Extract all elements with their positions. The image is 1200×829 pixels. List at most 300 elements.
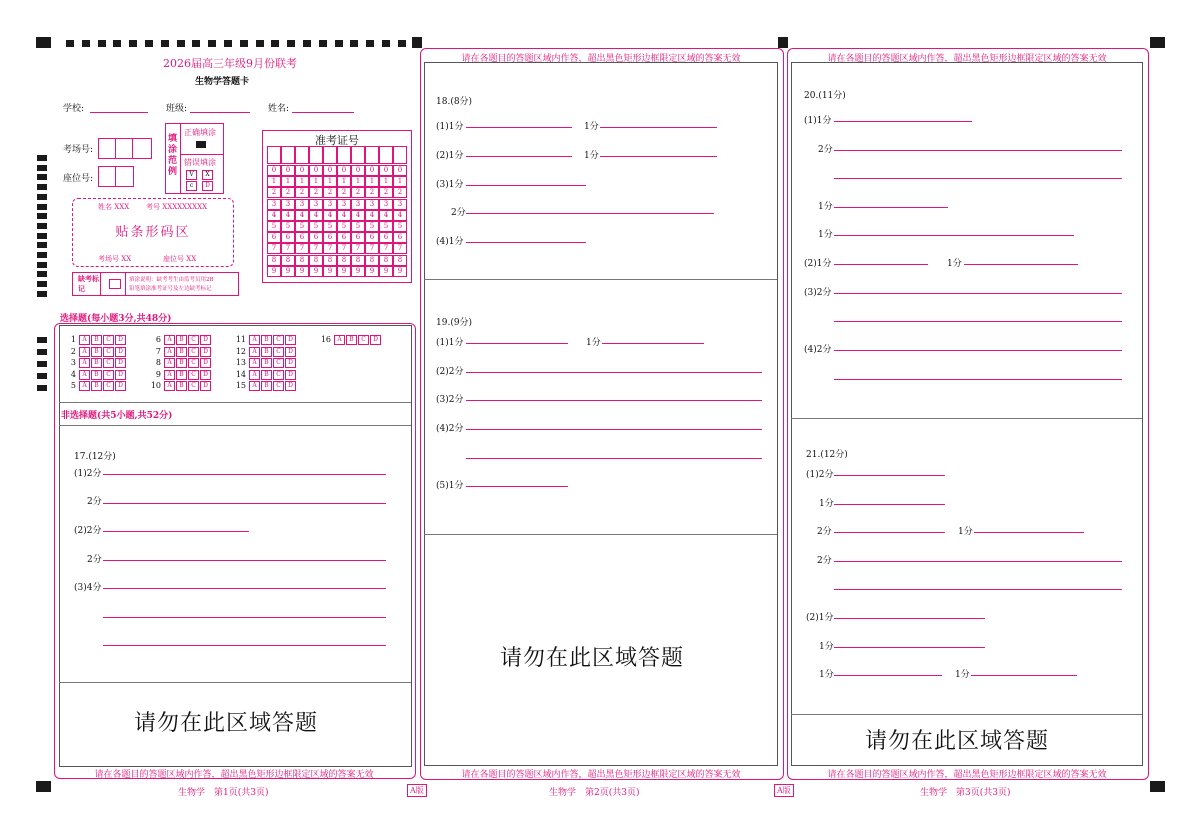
admission-digit-bubble[interactable]: 0 bbox=[295, 165, 309, 176]
choice-option-bubble[interactable]: C bbox=[188, 347, 199, 357]
admission-digit-bubble[interactable]: 2 bbox=[351, 187, 365, 198]
q18-label-6: 2分 bbox=[451, 208, 466, 218]
admission-digit-bubble[interactable]: 5 bbox=[323, 221, 337, 232]
choice-option-bubble[interactable]: B bbox=[91, 381, 102, 391]
choice-option-bubble[interactable]: B bbox=[91, 347, 102, 357]
q20-label-6: 1分 bbox=[947, 259, 962, 269]
admission-digit-bubble[interactable]: 9 bbox=[309, 266, 323, 277]
choice-option-bubble[interactable]: D bbox=[285, 370, 296, 380]
admission-digit-bubble[interactable]: 3 bbox=[309, 199, 323, 210]
admission-digit-bubble[interactable]: 3 bbox=[379, 199, 393, 210]
q18-answer-line-7[interactable] bbox=[466, 242, 586, 243]
choice-option-bubble[interactable]: B bbox=[91, 358, 102, 368]
choice-option-bubble[interactable]: A bbox=[249, 370, 260, 380]
choice-option-bubble[interactable]: A bbox=[79, 335, 90, 345]
choice-question-number: 3 bbox=[70, 358, 76, 367]
choice-option-bubble[interactable]: D bbox=[115, 370, 126, 380]
wrong-fill-label: 错误填涂 bbox=[184, 158, 216, 167]
choice-option-bubble[interactable]: D bbox=[200, 381, 211, 391]
admission-digit-bubble[interactable]: 5 bbox=[295, 221, 309, 232]
admission-digit-bubble[interactable]: 3 bbox=[295, 199, 309, 210]
choice-option-bubble[interactable]: D bbox=[115, 347, 126, 357]
choice-option-bubble[interactable]: B bbox=[261, 335, 272, 345]
page1-no-answer-zone: 请勿在此区域答题 bbox=[134, 711, 319, 736]
choice-question-row bbox=[64, 381, 127, 391]
absent-checkbox[interactable] bbox=[109, 279, 121, 289]
q21-answer-line-1[interactable] bbox=[834, 475, 945, 476]
room-label: 考场号: bbox=[63, 145, 94, 155]
admission-digit-bubble[interactable]: 2 bbox=[337, 187, 351, 198]
admission-digit-bubble[interactable]: 7 bbox=[365, 243, 379, 254]
choice-option-bubble[interactable]: D bbox=[285, 347, 296, 357]
admission-digit-entry[interactable] bbox=[281, 146, 295, 164]
admission-digit-bubble[interactable]: 0 bbox=[323, 165, 337, 176]
admission-digit-bubble[interactable]: 4 bbox=[351, 210, 365, 221]
q20-answer-line-9[interactable] bbox=[834, 321, 1122, 322]
admission-digit-bubble[interactable]: 1 bbox=[351, 176, 365, 187]
q19-label-5: (4)2分 bbox=[436, 424, 464, 434]
admission-digit-bubble[interactable]: 3 bbox=[365, 199, 379, 210]
q19-answer-line-5[interactable] bbox=[466, 429, 762, 430]
q18-answer-line-4[interactable] bbox=[600, 156, 717, 157]
q21-answer-line-2[interactable] bbox=[834, 504, 945, 505]
admission-digit-bubble[interactable]: 6 bbox=[337, 232, 351, 243]
absent-label: 缺考标记 bbox=[78, 274, 99, 293]
admission-digit-bubble[interactable]: 5 bbox=[267, 221, 281, 232]
choice-option-bubble[interactable]: D bbox=[200, 358, 211, 368]
admission-digit-bubble[interactable]: 0 bbox=[267, 165, 281, 176]
admission-digit-bubble[interactable]: 4 bbox=[267, 210, 281, 221]
choice-option-bubble[interactable]: A bbox=[249, 335, 260, 345]
q21-answer-line-7[interactable] bbox=[834, 618, 985, 619]
q18-divider bbox=[424, 279, 777, 280]
admission-digit-bubble[interactable]: 1 bbox=[379, 176, 393, 187]
page2-warning-top: 请在各题目的答题区域内作答，超出黑色矩形边框限定区域的答案无效 bbox=[461, 54, 741, 64]
timing-mark bbox=[37, 373, 47, 379]
page2-footer: 生物学 第2页(共3页) bbox=[549, 788, 640, 798]
choice-question-row bbox=[234, 347, 297, 357]
q20-label-5: (2)1分 bbox=[804, 259, 832, 269]
q17-label-5: (3)4分 bbox=[74, 583, 102, 593]
q20-label-1: (1)1分 bbox=[804, 116, 832, 126]
choice-option-bubble[interactable]: D bbox=[200, 347, 211, 357]
choice-question-row bbox=[64, 335, 127, 345]
timing-mark bbox=[145, 40, 153, 47]
admission-digit-bubble[interactable]: 9 bbox=[379, 266, 393, 277]
q17-answer-line-5[interactable] bbox=[103, 588, 386, 589]
choice-option-bubble[interactable]: A bbox=[164, 347, 175, 357]
choice-option-bubble[interactable]: D bbox=[370, 335, 381, 345]
corner-mark-tl bbox=[36, 37, 51, 48]
admission-digit-bubble[interactable]: 6 bbox=[267, 232, 281, 243]
admission-digit-bubble[interactable]: 9 bbox=[393, 266, 407, 277]
q20-answer-line-10[interactable] bbox=[834, 350, 1122, 351]
choice-option-bubble[interactable]: A bbox=[164, 335, 175, 345]
admission-digit-bubble[interactable]: 7 bbox=[309, 243, 323, 254]
admission-digit-bubble[interactable]: 6 bbox=[393, 232, 407, 243]
choice-option-bubble[interactable]: B bbox=[176, 381, 187, 391]
choice-option-bubble[interactable]: C bbox=[103, 358, 114, 368]
admission-digit-bubble[interactable]: 9 bbox=[365, 266, 379, 277]
choice-option-bubble[interactable]: B bbox=[261, 381, 272, 391]
admission-digit-bubble[interactable]: 0 bbox=[337, 165, 351, 176]
admission-digit-bubble[interactable]: 3 bbox=[337, 199, 351, 210]
admission-digit-bubble[interactable]: 3 bbox=[393, 199, 407, 210]
timing-mark bbox=[37, 184, 47, 190]
admission-digit-bubble[interactable]: 7 bbox=[281, 243, 295, 254]
choice-option-bubble[interactable]: C bbox=[103, 381, 114, 391]
admission-digit-bubble[interactable]: 4 bbox=[295, 210, 309, 221]
admission-digit-bubble[interactable]: 0 bbox=[393, 165, 407, 176]
q20-label-8: (4)2分 bbox=[804, 345, 832, 355]
admission-digit-bubble[interactable]: 8 bbox=[295, 255, 309, 266]
choice-question-row bbox=[149, 335, 212, 345]
q17-answer-line-4[interactable] bbox=[103, 560, 386, 561]
admission-digit-bubble[interactable]: 6 bbox=[379, 232, 393, 243]
admission-digit-bubble[interactable]: 3 bbox=[323, 199, 337, 210]
choice-option-bubble[interactable]: B bbox=[261, 358, 272, 368]
admission-digit-bubble[interactable]: 4 bbox=[365, 210, 379, 221]
admission-digit-bubble[interactable]: 8 bbox=[267, 255, 281, 266]
timing-mark bbox=[335, 40, 343, 47]
admission-digit-bubble[interactable]: 3 bbox=[351, 199, 365, 210]
choice-option-bubble[interactable]: C bbox=[188, 358, 199, 368]
admission-digit-bubble[interactable]: 5 bbox=[309, 221, 323, 232]
admission-digit-bubble[interactable]: 7 bbox=[337, 243, 351, 254]
q19-answer-line-7[interactable] bbox=[466, 486, 568, 487]
q18-answer-line-3[interactable] bbox=[466, 156, 572, 157]
choice-question-row bbox=[234, 335, 297, 345]
q17-label-2: 2分 bbox=[87, 497, 102, 507]
admission-digit-bubble[interactable]: 6 bbox=[365, 232, 379, 243]
q19-answer-line-2[interactable] bbox=[602, 343, 704, 344]
q19-title: 19.(9分) bbox=[436, 318, 473, 328]
mid-mark-1 bbox=[412, 37, 422, 48]
q21-label-6: (2)1分 bbox=[806, 613, 834, 623]
admission-digit-bubble[interactable]: 5 bbox=[351, 221, 365, 232]
admission-digit-bubble[interactable]: 4 bbox=[281, 210, 295, 221]
admission-digit-bubble[interactable]: 2 bbox=[281, 187, 295, 198]
admission-digit-bubble[interactable]: 2 bbox=[323, 187, 337, 198]
admission-digit-bubble[interactable]: 4 bbox=[337, 210, 351, 221]
admission-digit-entry[interactable] bbox=[379, 146, 393, 164]
fill-example bbox=[165, 123, 224, 194]
admission-digit-bubble[interactable]: 2 bbox=[365, 187, 379, 198]
admission-digit-bubble[interactable]: 5 bbox=[337, 221, 351, 232]
page1-warning: 请在各题目的答题区域内作答，超出黑色矩形边框限定区域的答案无效 bbox=[94, 770, 374, 780]
q20-answer-line-7[interactable] bbox=[964, 264, 1078, 265]
admission-digit-bubble[interactable]: 6 bbox=[281, 232, 295, 243]
admission-digit-bubble[interactable]: 4 bbox=[309, 210, 323, 221]
q20-answer-line-6[interactable] bbox=[834, 264, 928, 265]
correct-fill-label: 正确填涂 bbox=[184, 128, 216, 137]
timing-mark bbox=[192, 40, 200, 47]
admission-digit-bubble[interactable]: 9 bbox=[337, 266, 351, 277]
choice-option-bubble[interactable]: A bbox=[164, 370, 175, 380]
timing-mark bbox=[37, 349, 47, 355]
q20-label-4: 1分 bbox=[818, 230, 833, 240]
admission-digit-bubble[interactable]: 1 bbox=[365, 176, 379, 187]
choice-question-number: 4 bbox=[70, 369, 76, 379]
choice-option-bubble[interactable]: A bbox=[164, 381, 175, 391]
choice-question-row bbox=[234, 358, 297, 368]
q20-answer-line-3[interactable] bbox=[834, 178, 1122, 179]
admission-digit-bubble[interactable]: 1 bbox=[309, 176, 323, 187]
admission-digit-bubble[interactable]: 8 bbox=[337, 255, 351, 266]
admission-digit-bubble[interactable]: 3 bbox=[281, 199, 295, 210]
timing-mark bbox=[82, 40, 90, 47]
admission-digit-bubble[interactable]: 6 bbox=[351, 232, 365, 243]
exam-title: 2026届高三年级9月份联考 bbox=[163, 57, 297, 70]
admission-digit-bubble[interactable]: 0 bbox=[365, 165, 379, 176]
admission-digit-bubble[interactable]: 2 bbox=[379, 187, 393, 198]
admission-digit-entry[interactable] bbox=[365, 146, 379, 164]
wrong-mark-1: V bbox=[186, 170, 197, 180]
admission-digit-entry[interactable] bbox=[267, 146, 281, 164]
timing-mark bbox=[37, 242, 47, 248]
choice-option-bubble[interactable]: A bbox=[249, 347, 260, 357]
timing-mark bbox=[37, 385, 47, 391]
admission-digit-bubble[interactable]: 1 bbox=[393, 176, 407, 187]
timing-mark bbox=[382, 40, 390, 47]
admission-digit-bubble[interactable]: 2 bbox=[295, 187, 309, 198]
choice-option-bubble[interactable]: C bbox=[273, 335, 284, 345]
admission-digit-bubble[interactable]: 1 bbox=[337, 176, 351, 187]
q19-answer-line-3[interactable] bbox=[466, 372, 762, 373]
choice-option-bubble[interactable]: D bbox=[115, 358, 126, 368]
room-boxes[interactable] bbox=[98, 138, 152, 159]
choice-option-bubble[interactable]: C bbox=[273, 370, 284, 380]
admission-digit-entry[interactable] bbox=[295, 146, 309, 164]
choice-option-bubble[interactable]: C bbox=[103, 370, 114, 380]
admission-digit-bubble[interactable]: 8 bbox=[393, 255, 407, 266]
timing-mark bbox=[37, 204, 47, 210]
admission-digit-bubble[interactable]: 9 bbox=[295, 266, 309, 277]
barcode-id: 考号 XXXXXXXXX bbox=[146, 203, 208, 211]
q20-answer-line-2[interactable] bbox=[834, 150, 1122, 151]
admission-digit-bubble[interactable]: 8 bbox=[323, 255, 337, 266]
choice-option-bubble[interactable]: C bbox=[273, 347, 284, 357]
admission-digit-bubble[interactable]: 9 bbox=[267, 266, 281, 277]
page2-no-answer-zone: 请勿在此区域答题 bbox=[500, 646, 685, 671]
admission-digit-bubble[interactable]: 0 bbox=[309, 165, 323, 176]
choice-option-bubble[interactable]: B bbox=[176, 335, 187, 345]
q20-answer-line-5[interactable] bbox=[834, 235, 1074, 236]
q21-title: 21.(12分) bbox=[806, 450, 848, 460]
choice-option-bubble[interactable]: B bbox=[346, 335, 357, 345]
admission-digit-bubble[interactable]: 1 bbox=[295, 176, 309, 187]
barcode-zone bbox=[72, 198, 234, 267]
q18-answer-line-5[interactable] bbox=[466, 185, 586, 186]
admission-digit-bubble[interactable]: 2 bbox=[267, 187, 281, 198]
choice-option-bubble[interactable]: B bbox=[261, 347, 272, 357]
timing-mark bbox=[129, 40, 137, 47]
q21-divider bbox=[791, 714, 1142, 715]
q20-label-7: (3)2分 bbox=[804, 288, 832, 298]
admission-digit-entry[interactable] bbox=[323, 146, 337, 164]
q21-answer-line-4[interactable] bbox=[974, 532, 1084, 533]
admission-digit-bubble[interactable]: 3 bbox=[267, 199, 281, 210]
school-field[interactable] bbox=[90, 112, 148, 113]
choice-option-bubble[interactable]: D bbox=[200, 370, 211, 380]
admission-digit-bubble[interactable]: 8 bbox=[365, 255, 379, 266]
choice-option-bubble[interactable]: B bbox=[91, 335, 102, 345]
card-title: 生物学答题卡 bbox=[195, 77, 250, 87]
choice-option-bubble[interactable]: B bbox=[176, 358, 187, 368]
admission-digit-bubble[interactable]: 6 bbox=[295, 232, 309, 243]
admission-digit-bubble[interactable]: 9 bbox=[323, 266, 337, 277]
choice-option-bubble[interactable]: C bbox=[188, 335, 199, 345]
timing-mark bbox=[37, 281, 47, 287]
nonchoice-section-title: 非选择题(共5小题,共52分) bbox=[61, 411, 173, 421]
choice-question-row bbox=[64, 358, 127, 368]
admission-digit-bubble[interactable]: 9 bbox=[281, 266, 295, 277]
admission-digit-entry[interactable] bbox=[393, 146, 407, 164]
choice-option-bubble[interactable]: D bbox=[115, 335, 126, 345]
timing-mark bbox=[37, 291, 47, 297]
admission-digit-bubble[interactable]: 4 bbox=[393, 210, 407, 221]
admission-digit-bubble[interactable]: 6 bbox=[309, 232, 323, 243]
q20-answer-line-8[interactable] bbox=[834, 293, 1122, 294]
choice-question-number: 13 bbox=[235, 358, 246, 367]
admission-digit-bubble[interactable]: 7 bbox=[351, 243, 365, 254]
admission-digit-bubble[interactable]: 2 bbox=[309, 187, 323, 198]
q17-answer-line-7[interactable] bbox=[103, 645, 386, 646]
choice-option-bubble[interactable]: D bbox=[285, 358, 296, 368]
q20-title: 20.(11分) bbox=[804, 91, 846, 101]
admission-digit-bubble[interactable]: 8 bbox=[281, 255, 295, 266]
choice-option-bubble[interactable]: C bbox=[188, 381, 199, 391]
choice-option-bubble[interactable]: A bbox=[249, 381, 260, 391]
admission-digit-bubble[interactable]: 5 bbox=[393, 221, 407, 232]
choice-option-bubble[interactable]: A bbox=[249, 358, 260, 368]
timing-mark bbox=[366, 40, 374, 47]
admission-digit-bubble[interactable]: 7 bbox=[267, 243, 281, 254]
admission-digit-bubble[interactable]: 0 bbox=[379, 165, 393, 176]
page3-warning-top: 请在各题目的答题区域内作答，超出黑色矩形边框限定区域的答案无效 bbox=[827, 54, 1107, 64]
admission-digit-bubble[interactable]: 6 bbox=[323, 232, 337, 243]
q19-answer-line-4[interactable] bbox=[466, 400, 762, 401]
q21-answer-line-10[interactable] bbox=[971, 675, 1077, 676]
q21-answer-line-6[interactable] bbox=[834, 589, 1122, 590]
choice-option-bubble[interactable]: C bbox=[188, 370, 199, 380]
timing-mark bbox=[98, 40, 106, 47]
admission-digit-bubble[interactable]: 5 bbox=[281, 221, 295, 232]
q21-label-3: 2分 bbox=[817, 527, 832, 537]
admission-digit-bubble[interactable]: 7 bbox=[323, 243, 337, 254]
timing-mark bbox=[66, 40, 74, 47]
q21-answer-line-5[interactable] bbox=[834, 561, 1122, 562]
admission-digit-bubble[interactable]: 8 bbox=[351, 255, 365, 266]
admission-digit-bubble[interactable]: 7 bbox=[295, 243, 309, 254]
q21-answer-line-9[interactable] bbox=[834, 675, 942, 676]
choice-option-bubble[interactable]: A bbox=[164, 358, 175, 368]
choice-option-bubble[interactable]: A bbox=[79, 358, 90, 368]
choice-option-bubble[interactable]: C bbox=[358, 335, 369, 345]
q18-answer-line-1[interactable] bbox=[466, 127, 572, 128]
q18-answer-line-2[interactable] bbox=[600, 127, 717, 128]
choice-option-bubble[interactable]: C bbox=[103, 347, 114, 357]
choice-option-bubble[interactable]: D bbox=[285, 335, 296, 345]
choice-option-bubble[interactable]: C bbox=[273, 358, 284, 368]
admission-digit-bubble[interactable]: 5 bbox=[379, 221, 393, 232]
q17-answer-line-2[interactable] bbox=[103, 503, 386, 504]
choice-question-number: 7 bbox=[155, 346, 161, 356]
q17-label-4: 2分 bbox=[87, 555, 102, 565]
timing-mark bbox=[37, 174, 47, 180]
q18-answer-line-6[interactable] bbox=[466, 213, 714, 214]
q21-answer-line-8[interactable] bbox=[834, 647, 985, 648]
absent-note-2: 铅笔填涂准考证号及左边缺考标记 bbox=[129, 286, 212, 292]
admission-digit-bubble[interactable]: 1 bbox=[281, 176, 295, 187]
admission-digit-bubble[interactable]: 7 bbox=[379, 243, 393, 254]
choice-option-bubble[interactable]: A bbox=[334, 335, 345, 345]
choice-option-bubble[interactable]: C bbox=[273, 381, 284, 391]
admission-digit-bubble[interactable]: 7 bbox=[393, 243, 407, 254]
mid-mark-2 bbox=[778, 37, 788, 48]
choice-question-number: 14 bbox=[235, 369, 246, 379]
admission-digit-bubble[interactable]: 1 bbox=[267, 176, 281, 187]
admission-digit-entry[interactable] bbox=[309, 146, 323, 164]
timing-mark bbox=[287, 40, 295, 47]
q18-label-2: 1分 bbox=[584, 122, 599, 132]
q19-answer-line-1[interactable] bbox=[466, 343, 568, 344]
choice-option-bubble[interactable]: D bbox=[285, 381, 296, 391]
choice-question-number: 9 bbox=[155, 369, 161, 379]
admission-digit-bubble[interactable]: 9 bbox=[351, 266, 365, 277]
q17-answer-line-3[interactable] bbox=[103, 531, 249, 532]
q21-answer-line-3[interactable] bbox=[834, 532, 945, 533]
choice-option-bubble[interactable]: B bbox=[176, 347, 187, 357]
choice-option-bubble[interactable]: A bbox=[79, 370, 90, 380]
q19-answer-line-6[interactable] bbox=[466, 458, 762, 459]
choice-option-bubble[interactable]: B bbox=[176, 370, 187, 380]
q17-answer-line-6[interactable] bbox=[103, 617, 386, 618]
q17-title: 17.(12分) bbox=[74, 452, 116, 462]
admission-digit-bubble[interactable]: 4 bbox=[379, 210, 393, 221]
choice-option-bubble[interactable]: A bbox=[79, 381, 90, 391]
q17-answer-line-1[interactable] bbox=[103, 474, 386, 475]
admission-digit-bubble[interactable]: 4 bbox=[323, 210, 337, 221]
admission-digit-bubble[interactable]: 5 bbox=[365, 221, 379, 232]
class-field[interactable] bbox=[190, 112, 250, 113]
corner-mark-br bbox=[1150, 781, 1165, 792]
choice-option-bubble[interactable]: B bbox=[261, 370, 272, 380]
q17-label-1: (1)2分 bbox=[74, 469, 102, 479]
choice-option-bubble[interactable]: B bbox=[91, 370, 102, 380]
page3-warning-bottom: 请在各题目的答题区域内作答，超出黑色矩形边框限定区域的答案无效 bbox=[827, 770, 1107, 780]
admission-digit-bubble[interactable]: 2 bbox=[393, 187, 407, 198]
seat-boxes[interactable] bbox=[98, 166, 134, 187]
q20-answer-line-4[interactable] bbox=[834, 207, 948, 208]
admission-digit-bubble[interactable]: 8 bbox=[309, 255, 323, 266]
choice-option-bubble[interactable]: D bbox=[115, 381, 126, 391]
admission-digit-entry[interactable] bbox=[351, 146, 365, 164]
admission-digit-bubble[interactable]: 1 bbox=[323, 176, 337, 187]
admission-digit-bubble[interactable]: 8 bbox=[379, 255, 393, 266]
admission-digit-bubble[interactable]: 0 bbox=[351, 165, 365, 176]
q20-answer-line-11[interactable] bbox=[834, 379, 1122, 380]
timing-mark bbox=[240, 40, 248, 47]
choice-option-bubble[interactable]: C bbox=[103, 335, 114, 345]
choice-option-bubble[interactable]: A bbox=[79, 347, 90, 357]
admission-digit-bubble[interactable]: 0 bbox=[281, 165, 295, 176]
q20-answer-line-1[interactable] bbox=[834, 121, 972, 122]
name-field[interactable] bbox=[292, 112, 354, 113]
admission-digit-entry[interactable] bbox=[337, 146, 351, 164]
choice-question-number: 6 bbox=[155, 335, 161, 344]
choice-option-bubble[interactable]: D bbox=[200, 335, 211, 345]
